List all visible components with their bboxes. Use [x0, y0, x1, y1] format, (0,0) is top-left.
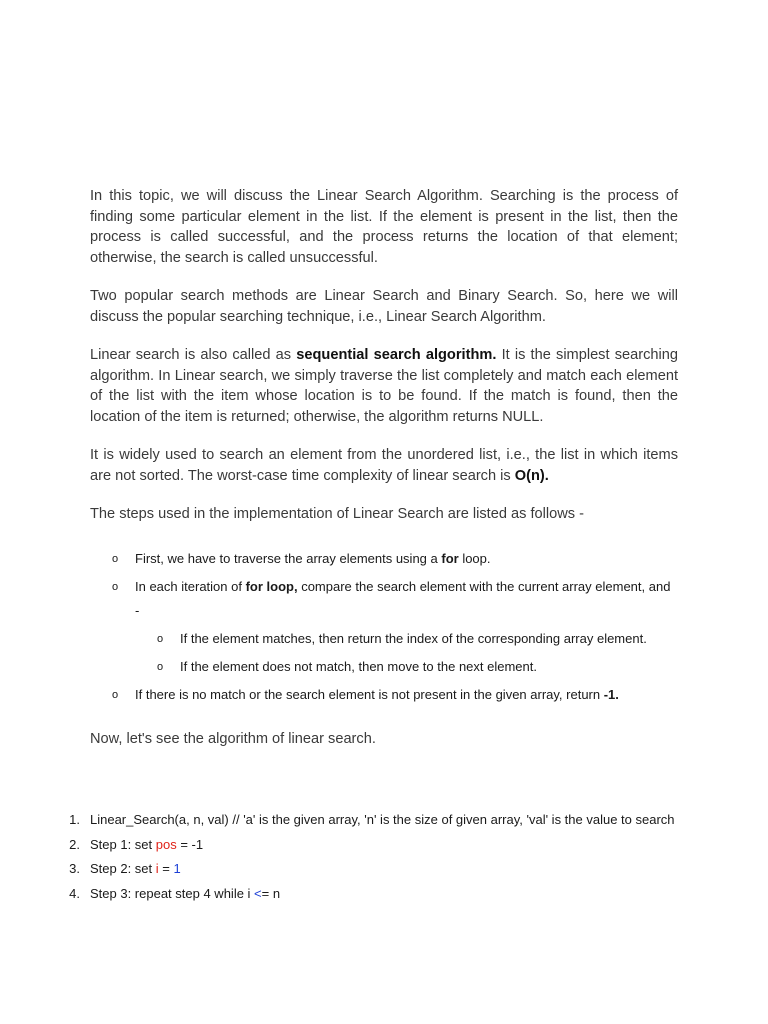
linear-search-definition-paragraph	[90, 345, 678, 427]
definition-text-end: It is the simplest searching algorithm. In Linear search, we simply traverse the list completely and match each element of the list with the item whose location is to be found. If the match is found, then the location of the item is returned; otherwise, the algorithm returns NULL.	[90, 347, 678, 425]
step-text: loop.	[458, 550, 491, 566]
substep-text: If the element does not match, then move to the next element.	[180, 658, 537, 674]
step-keyword: -1.	[603, 686, 619, 702]
complexity-value: O(n).	[514, 467, 549, 484]
circle-bullet-icon: o	[112, 688, 119, 701]
substep-item-no-match	[135, 655, 678, 679]
steps-intro-paragraph: The steps used in the implementation of Linear Search are listed as follows -	[90, 506, 585, 522]
circle-bullet-icon: o	[112, 580, 119, 593]
article-body	[90, 186, 678, 764]
sequential-search-term: sequential search algorithm.	[296, 347, 497, 363]
code-variable: pos	[155, 836, 177, 852]
code-operator: <	[254, 885, 262, 901]
code-line-4	[62, 882, 682, 907]
step-item-compare	[90, 575, 678, 679]
step-text: If there is no match or the search element is not present in the given array, return	[135, 686, 604, 702]
substep-item-match	[135, 627, 678, 651]
code-variable: i	[155, 861, 159, 876]
substep-text: If the element matches, then return the index of the corresponding array element.	[180, 630, 647, 646]
step-keyword: for	[441, 550, 459, 566]
code-text: = n	[261, 885, 281, 901]
definition-text-start: Linear search is also called as	[90, 347, 297, 363]
closing-paragraph: Now, let's see the algorithm of linear search.	[90, 730, 376, 747]
algorithm-code-list	[62, 808, 682, 906]
code-line-2	[62, 833, 682, 858]
circle-bullet-icon: o	[112, 552, 119, 565]
code-number: 1	[173, 861, 181, 876]
code-line-3	[62, 857, 682, 882]
line-number: 1.	[69, 812, 80, 827]
step-text: compare the search element with the current array element, and -	[135, 578, 671, 618]
line-number: 3.	[69, 861, 80, 876]
code-text: =	[158, 861, 174, 876]
step-keyword: for loop,	[245, 578, 298, 594]
step-item-return	[90, 683, 678, 707]
steps-list	[90, 547, 678, 707]
code-text: Step 1: set	[90, 836, 156, 852]
step-item-traverse	[90, 547, 678, 571]
code-text: Step 2: set	[90, 861, 156, 876]
intro-paragraph: In this topic, we will discuss the Linear Search Algorithm. Searching is the process of finding some particular element in the list. If the element is present in the list, then the process is called successful, and the process returns the location of that element; otherwise, the search is called unsuccessful.	[90, 188, 678, 266]
code-text: = -1	[176, 836, 204, 852]
search-methods-paragraph: Two popular search methods are Linear Search and Binary Search. So, here we will discuss the popular searching technique, i.e., Linear Search Algorithm.	[90, 288, 678, 325]
step-text: In each iteration of	[135, 578, 246, 594]
code-line-1	[62, 808, 682, 833]
circle-bullet-icon: o	[157, 660, 164, 673]
line-number: 2.	[69, 836, 80, 852]
circle-bullet-icon: o	[157, 632, 164, 645]
substeps-list	[135, 627, 678, 679]
complexity-paragraph	[90, 445, 678, 486]
code-text: Step 3: repeat step 4 while i	[90, 885, 255, 901]
complexity-text: It is widely used to search an element from the unordered list, i.e., the list in which items are not sorted. The worst-case time complexity of linear search is	[90, 447, 678, 484]
line-number: 4.	[69, 885, 80, 901]
step-text: First, we have to traverse the array elements using a	[135, 550, 442, 566]
code-text: Linear_Search(a, n, val) // 'a' is the given array, 'n' is the size of given array, 'val' is the value to search	[90, 812, 675, 827]
